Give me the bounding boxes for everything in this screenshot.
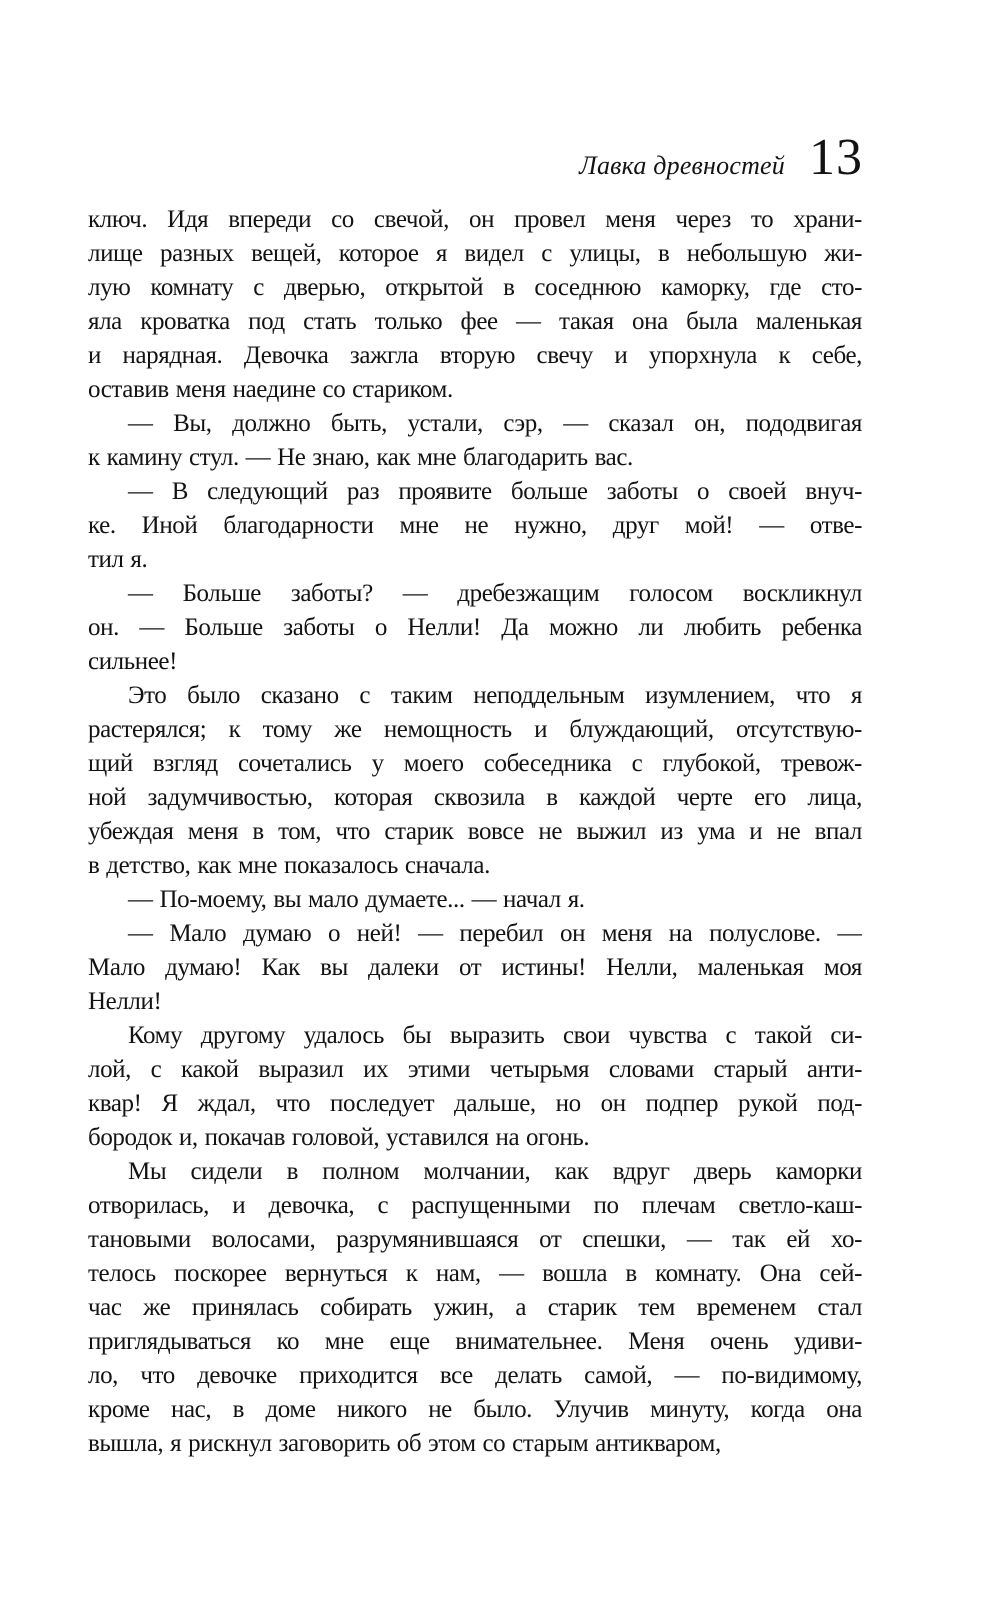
text-line: к камину стул. — Не знаю, как мне благодарить вас. (88, 444, 633, 471)
text-line: вышла, я рискнул заговорить об этом со старым антикваром, (88, 1430, 721, 1457)
text-line: щий взгляд сочетались у моего собеседника с глубокой, тревож- (88, 750, 862, 777)
text-line: отворилась, и девочка, с распущенными по плечам светло-каш- (88, 1192, 862, 1219)
text-line: — В следующий раз проявите больше заботы о своей внуч- (128, 478, 862, 505)
page-body (88, 203, 862, 1461)
text-line: — Больше заботы? — дребезжащим голосом воскликнул (128, 580, 862, 607)
paragraph (88, 203, 862, 407)
text-line: он. — Больше заботы о Нелли! Да можно ли любить ребенка (88, 614, 862, 641)
text-line: ключ. Идя впереди со свечой, он провел меня через то храни- (88, 206, 862, 233)
text-line: яла кроватка под стать только фее — такая она была маленькая (88, 308, 862, 335)
text-line: — По-моему, вы мало думаете... — начал я. (128, 886, 585, 913)
page-number: 13 (809, 129, 863, 186)
text-line: лище разных вещей, которое я видел с улицы, в небольшую жи- (88, 240, 862, 267)
page-header (579, 128, 863, 187)
text-line: и нарядная. Девочка зажгла вторую свечу и упорхнула к себе, (88, 342, 862, 369)
text-line: в детство, как мне показалось сначала. (88, 852, 490, 879)
text-line: час же принялась собирать ужин, а старик тем временем стал (88, 1294, 862, 1321)
text-line: Нелли! (88, 988, 162, 1015)
paragraph (88, 475, 862, 577)
text-line: Кому другому удалось бы выразить свои чувства с такой си- (128, 1022, 862, 1049)
text-line: ло, что девочке приходится все делать самой, — по-видимому, (88, 1362, 862, 1389)
text-line: растерялся; к тому же немощность и блуждающий, отсутствую- (88, 716, 862, 743)
text-line: лую комнату с дверью, открытой в соседнюю каморку, где сто- (88, 274, 862, 301)
paragraph (88, 917, 862, 1019)
text-line: квар! Я ждал, что последует дальше, но он подпер рукой под- (88, 1090, 862, 1117)
text-line: оставив меня наедине со стариком. (88, 376, 453, 403)
paragraph (88, 1155, 862, 1461)
text-line: тил я. (88, 546, 148, 573)
text-line: Мы сидели в полном молчании, как вдруг дверь каморки (128, 1158, 862, 1185)
paragraph (88, 883, 862, 917)
text-line: убеждая меня в том, что старик вовсе не выжил из ума и не впал (88, 818, 862, 845)
text-line: — Вы, должно быть, устали, сэр, — сказал он, пододвигая (128, 410, 862, 437)
text-line: лой, с какой выразил их этими четырьмя словами старый анти- (88, 1056, 862, 1083)
paragraph (88, 679, 862, 883)
text-line: ке. Иной благодарности мне не нужно, друг мой! — отве- (88, 512, 862, 539)
text-line: бородок и, покачав головой, уставился на огонь. (88, 1124, 590, 1151)
text-line: Мало думаю! Как вы далеки от истины! Нелли, маленькая моя (88, 954, 862, 981)
text-line: приглядываться ко мне еще внимательнее. Меня очень удиви- (88, 1328, 862, 1355)
running-title: Лавка древностей (579, 151, 785, 180)
text-line: кроме нас, в доме никого не было. Улучив минуту, когда она (88, 1396, 862, 1423)
paragraph (88, 577, 862, 679)
text-line: сильнее! (88, 648, 178, 675)
paragraph (88, 407, 862, 475)
text-line: тановыми волосами, разрумянившаяся от спешки, — так ей хо- (88, 1226, 862, 1253)
text-line: телось поскорее вернуться к нам, — вошла в комнату. Она сей- (88, 1260, 862, 1287)
text-line: — Мало думаю о ней! — перебил он меня на полуслове. — (128, 920, 862, 947)
text-line: Это было сказано с таким неподдельным изумлением, что я (128, 682, 862, 709)
paragraph (88, 1019, 862, 1155)
text-line: ной задумчивостью, которая сквозила в каждой черте его лица, (88, 784, 862, 811)
